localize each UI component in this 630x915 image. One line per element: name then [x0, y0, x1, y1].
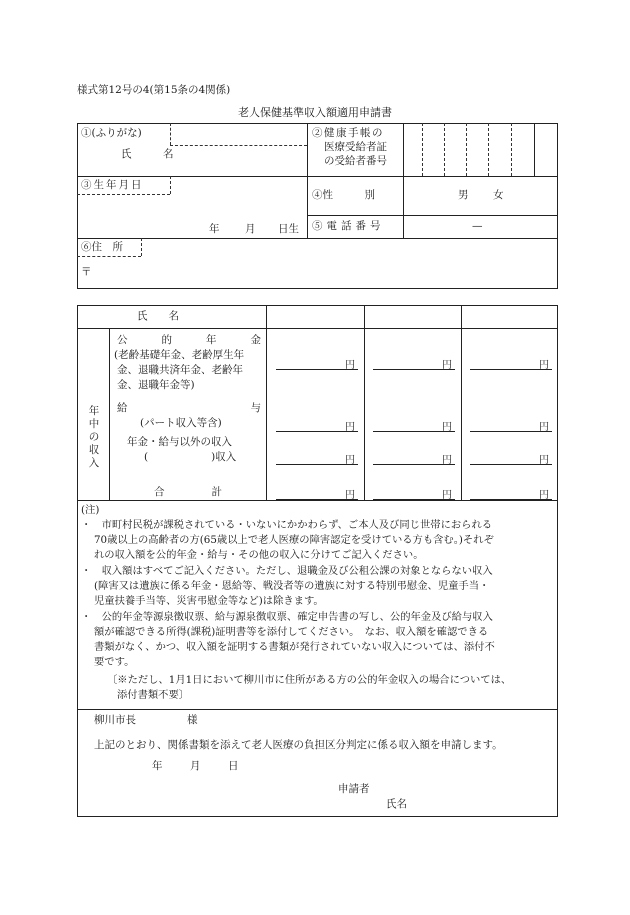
yen-unit: 円	[539, 455, 549, 466]
divider	[266, 305, 267, 500]
divider	[307, 215, 558, 216]
address-label: ⑥住 所	[81, 241, 123, 253]
yen-unit: 円	[539, 490, 549, 501]
salary-title: 給 与	[117, 402, 261, 414]
number-cell-divider	[488, 123, 489, 176]
other-income-title: 年金・給与以外の収入	[127, 436, 232, 448]
divider	[461, 305, 462, 500]
application-date-day: 日	[228, 760, 239, 772]
divider	[403, 123, 404, 238]
divider	[109, 328, 110, 500]
addressee: 柳川市長	[94, 714, 136, 726]
address-label-divider	[77, 256, 141, 257]
note-3-line-2: 額が確認できる所得(課税)証明書等を添付してください。 なお、収入額を確認できる	[94, 626, 489, 638]
note-1-line-2: 70歳以上の高齢者の方(65歳以上で老人医療の障害認定を受けている方も含む。)それぞ	[94, 534, 494, 546]
honorific: 様	[187, 714, 198, 726]
pension-desc-3: 金、退職年金等)	[117, 379, 195, 391]
note-1-line-1: ・ 市町村民税が課税されている・いないにかかわらず、ご本人及び同じ世帯におられる	[81, 519, 493, 531]
pension-desc-2: 金、退職共済年金、老齢年	[117, 364, 243, 376]
yen-unit: 円	[345, 455, 355, 466]
furigana-divider	[170, 123, 171, 145]
application-date-month: 月	[190, 760, 201, 772]
pension-desc-1: (老齢基礎年金、老齢厚生年	[114, 349, 245, 361]
applicant-label: 申請者	[338, 783, 370, 795]
divider	[77, 176, 558, 177]
phone-label: ⑤電話番号	[312, 220, 385, 232]
birth-month-label: 月	[245, 223, 256, 235]
insurance-label-line2: 医療受給者証	[324, 141, 387, 153]
number-cell-divider	[511, 123, 512, 176]
number-cell-divider	[444, 123, 445, 176]
yen-unit: 円	[442, 422, 452, 433]
name-input-field[interactable]	[179, 150, 299, 170]
name-label: 氏 名	[121, 148, 174, 160]
birth-year-label: 年	[209, 223, 220, 235]
note-1-line-3: れの収入額を公的年金・給与・その他の収入に分けてご記入ください。	[94, 549, 424, 561]
furigana-label: ①(ふりがな)	[81, 127, 142, 139]
number-cell-divider	[422, 123, 423, 176]
furigana-divider	[170, 145, 307, 146]
other-income-desc: ( )収入	[144, 451, 237, 463]
yen-unit: 円	[345, 360, 355, 371]
sex-female-option[interactable]: 女	[493, 189, 504, 201]
yen-unit: 円	[442, 490, 452, 501]
application-date-year: 年	[152, 760, 163, 772]
note-4-line-1: 〔※ただし、1月1日において柳川市に住所がある方の公的年金収入の場合については、	[107, 674, 512, 686]
note-2-line-2: (障害又は遺族に係る年金・恩給等、戦没者等の遺族に対する特別弔慰金、児童手当・	[94, 580, 490, 592]
annual-income-vertical-label: 年 中 の 収 入	[88, 405, 100, 469]
divider	[77, 709, 558, 710]
divider	[77, 238, 558, 239]
divider	[534, 123, 535, 176]
total-label: 合 計	[154, 486, 222, 498]
address-label-divider	[141, 238, 142, 256]
note-2-line-1: ・ 収入額はすべてご記入ください。ただし、退職金及び公租公課の対象とならない収入	[81, 565, 493, 577]
yen-unit: 円	[345, 422, 355, 433]
birth-label: ③生年月日	[81, 179, 144, 191]
application-statement: 上記のとおり、関係書類を添えて老人医療の負担区分判定に係る収入額を申請します。	[94, 739, 503, 751]
form-number: 様式第12号の4(第15条の4関係)	[77, 84, 231, 96]
insurance-label-line1: ②健康手帳の	[312, 127, 384, 139]
pension-title: 公 的 年 金	[117, 334, 261, 346]
postal-mark: 〒	[81, 266, 92, 278]
name-header: 氏 名	[137, 310, 179, 322]
note-3-line-4: 要です。	[94, 656, 135, 668]
applicant-name-label: 氏名	[386, 798, 407, 810]
note-3-line-3: 書類がなく、かつ、収入額を証明する書類が発行されていない収入については、添付不	[94, 641, 495, 653]
yen-unit: 円	[442, 360, 452, 371]
divider	[77, 500, 558, 501]
yen-unit: 円	[345, 490, 355, 501]
yen-unit: 円	[442, 455, 452, 466]
sex-label: ④性 別	[312, 189, 375, 201]
birth-label-divider	[170, 176, 171, 194]
note-4-line-2: 添付書類不要〕	[117, 689, 190, 701]
note-3-line-1: ・ 公的年金等源泉徴収票、給与源泉徴収票、確定申告書の写し、公的年金及び給与収入	[81, 611, 493, 623]
number-cell-divider	[466, 123, 467, 176]
birth-day-label: 日生	[278, 223, 299, 235]
phone-separator: —	[472, 220, 483, 232]
sex-male-option[interactable]: 男	[458, 189, 469, 201]
divider	[77, 328, 558, 329]
insurance-label-line3: の受給者番号	[324, 155, 387, 167]
divider	[364, 305, 365, 500]
note-2-line-3: 児童扶養手当等、災害弔慰金等など)は除きます。	[94, 595, 324, 607]
form-title: 老人保健基準収入額適用申請書	[238, 106, 392, 119]
divider	[307, 123, 308, 238]
yen-unit: 円	[539, 360, 549, 371]
salary-desc: (パート収入等含)	[140, 417, 222, 429]
yen-unit: 円	[539, 422, 549, 433]
birth-label-divider	[77, 194, 170, 195]
notes-heading: (注)	[81, 504, 100, 516]
